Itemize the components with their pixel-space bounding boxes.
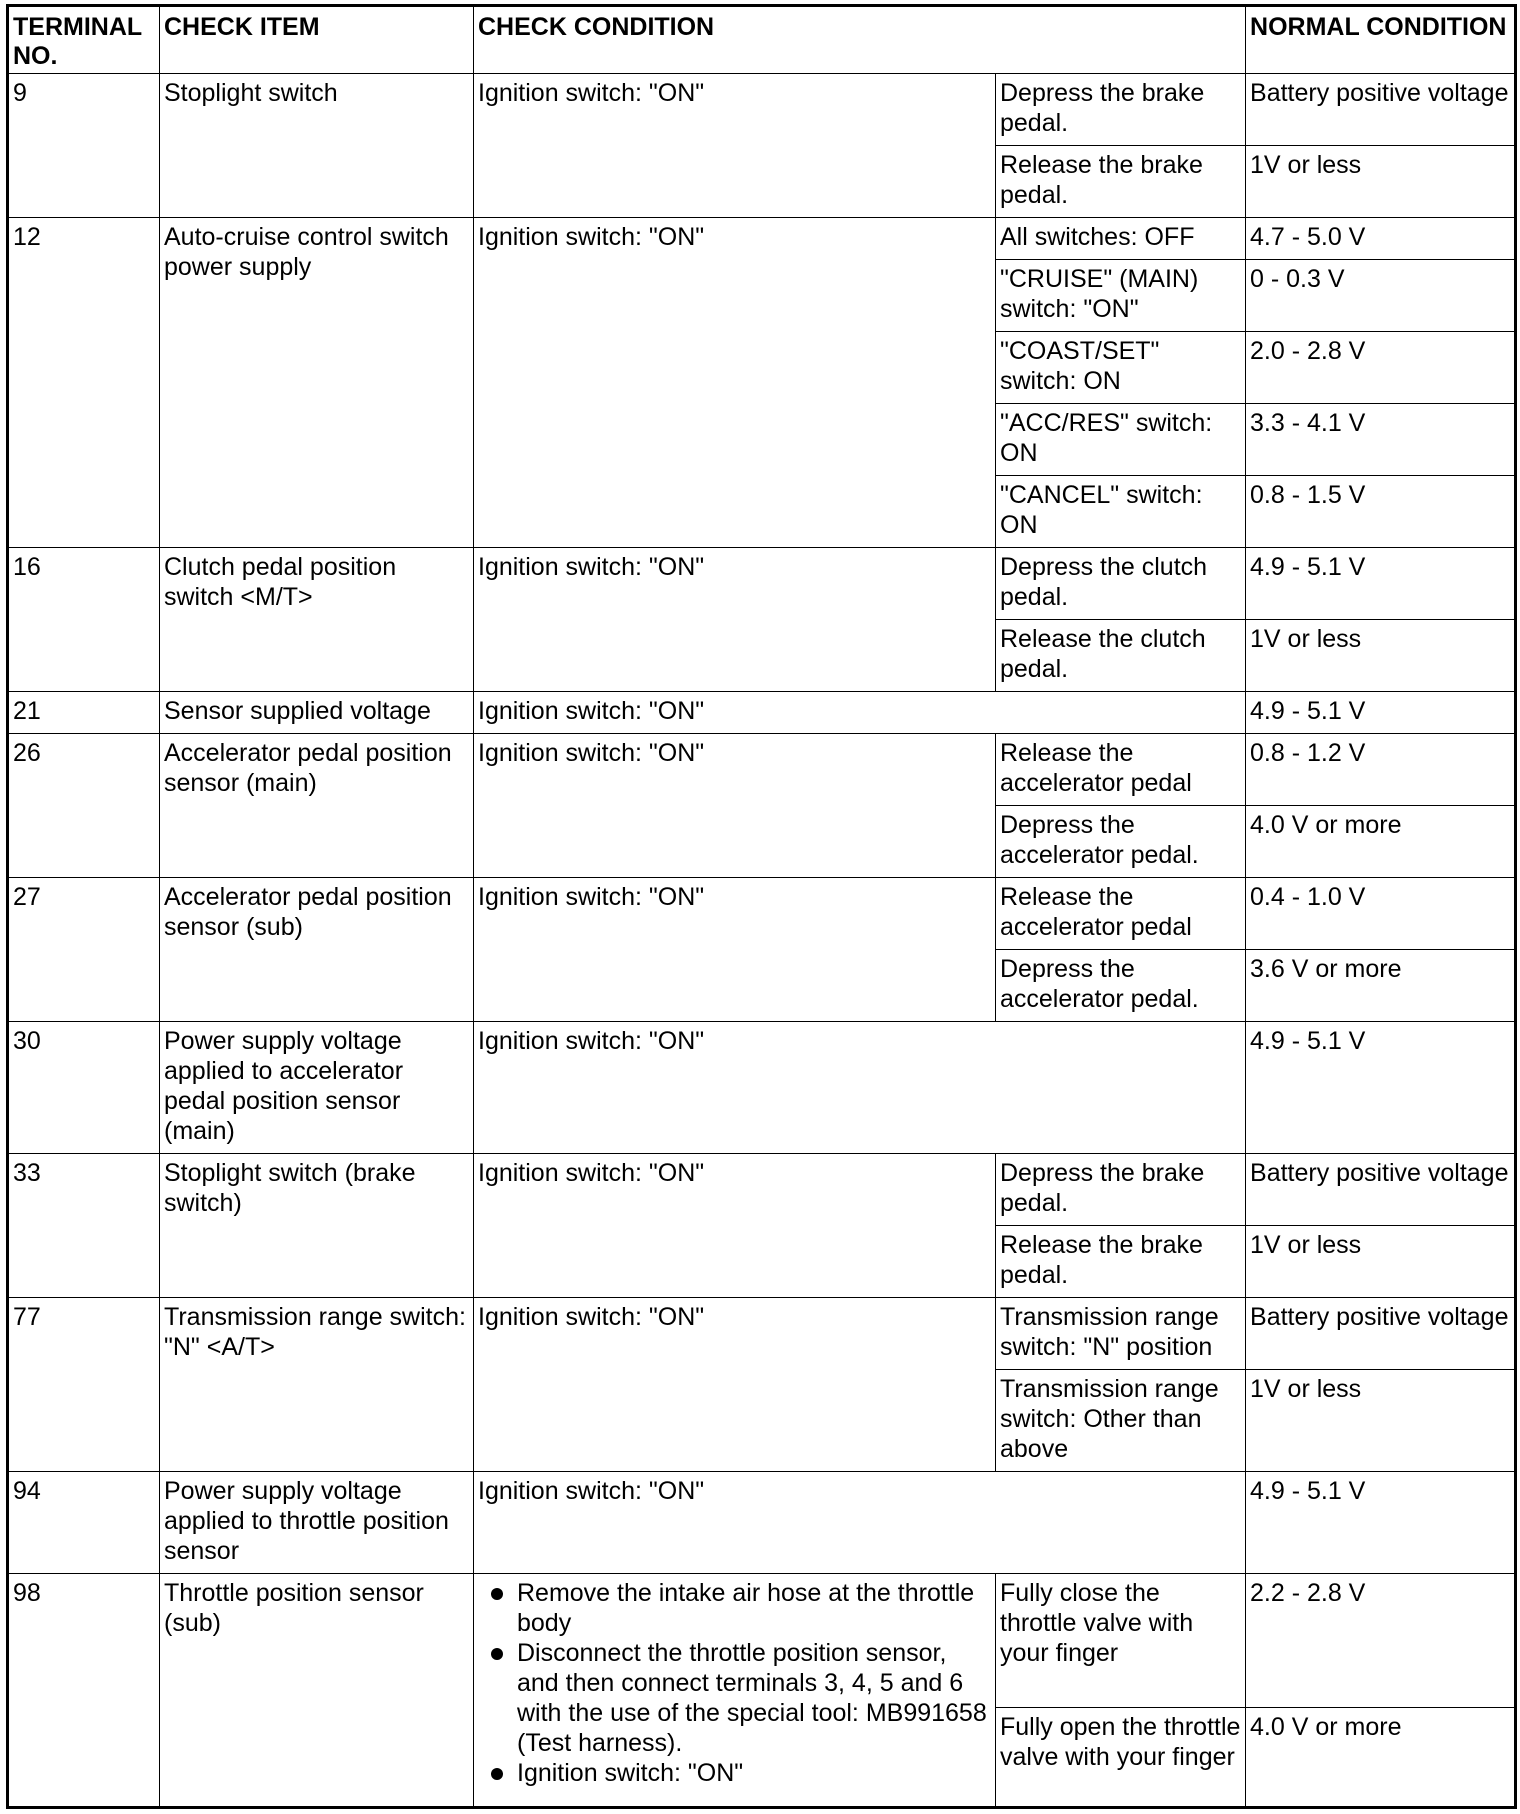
check-condition-cell: Ignition switch: "ON" (474, 548, 996, 692)
sub-condition-cell: Release the accelerator pedal (996, 878, 1246, 950)
header-normal-condition: NORMAL CONDITION (1246, 6, 1516, 74)
table-row (8, 548, 1516, 620)
normal-condition-cell: Battery positive voltage (1246, 1154, 1516, 1226)
check-condition-cell: Ignition switch: "ON" (474, 734, 996, 878)
sub-condition-cell: "CANCEL" switch: ON (996, 476, 1246, 548)
check-condition-cell: Ignition switch: "ON" (474, 218, 996, 548)
normal-condition-cell: 4.9 - 5.1 V (1246, 1472, 1516, 1574)
normal-condition-cell: 0.8 - 1.2 V (1246, 734, 1516, 806)
check-item-cell: Power supply voltage applied to throttle position sensor (160, 1472, 474, 1574)
normal-condition-cell: 0.8 - 1.5 V (1246, 476, 1516, 548)
header-terminal-no: TERMINAL NO. (8, 6, 160, 74)
terminal-cell: 26 (8, 734, 160, 878)
terminal-cell: 94 (8, 1472, 160, 1574)
check-item-cell: Accelerator pedal position sensor (main) (160, 734, 474, 878)
normal-condition-cell: Battery positive voltage (1246, 74, 1516, 146)
terminal-cell: 77 (8, 1298, 160, 1472)
normal-condition-cell: 0.4 - 1.0 V (1246, 878, 1516, 950)
sub-condition-cell: Depress the clutch pedal. (996, 548, 1246, 620)
sub-condition-cell: Release the brake pedal. (996, 1226, 1246, 1298)
terminal-cell: 33 (8, 1154, 160, 1298)
sub-condition-cell: Depress the brake pedal. (996, 74, 1246, 146)
check-item-cell: Stoplight switch (brake switch) (160, 1154, 474, 1298)
check-condition-cell: Ignition switch: "ON" (474, 692, 1246, 734)
normal-condition-cell: Battery positive voltage (1246, 1298, 1516, 1370)
inspection-table-sheet (6, 4, 1514, 1809)
terminal-cell: 16 (8, 548, 160, 692)
sub-condition-cell: Release the clutch pedal. (996, 620, 1246, 692)
check-condition-bullet-list (478, 1578, 991, 1788)
normal-condition-cell: 4.0 V or more (1246, 806, 1516, 878)
check-item-cell: Stoplight switch (160, 74, 474, 218)
terminal-check-table (6, 4, 1517, 1809)
normal-condition-cell: 4.7 - 5.0 V (1246, 218, 1516, 260)
terminal-cell: 30 (8, 1022, 160, 1154)
sub-condition-cell: Depress the accelerator pedal. (996, 806, 1246, 878)
check-item-cell: Clutch pedal position switch <M/T> (160, 548, 474, 692)
sub-condition-cell: "COAST/SET" switch: ON (996, 332, 1246, 404)
sub-condition-cell: Release the accelerator pedal (996, 734, 1246, 806)
sub-condition-cell: Depress the accelerator pedal. (996, 950, 1246, 1022)
table-row (8, 1022, 1516, 1154)
sub-condition-cell: Depress the brake pedal. (996, 1154, 1246, 1226)
terminal-cell: 27 (8, 878, 160, 1022)
header-row (8, 6, 1516, 74)
table-row (8, 1574, 1516, 1708)
check-condition-cell: Ignition switch: "ON" (474, 1298, 996, 1472)
terminal-cell: 98 (8, 1574, 160, 1808)
table-row (8, 1472, 1516, 1574)
normal-condition-cell: 1V or less (1246, 146, 1516, 218)
check-item-cell: Power supply voltage applied to accelerator pedal position sensor (main) (160, 1022, 474, 1154)
normal-condition-cell: 3.3 - 4.1 V (1246, 404, 1516, 476)
header-check-item: CHECK ITEM (160, 6, 474, 74)
check-condition-cell: Ignition switch: "ON" (474, 1154, 996, 1298)
normal-condition-cell: 3.6 V or more (1246, 950, 1516, 1022)
sub-condition-cell: Fully close the throttle valve with your finger (996, 1574, 1246, 1708)
table-row (8, 74, 1516, 146)
bullet-item: Ignition switch: "ON" (478, 1758, 991, 1788)
check-condition-cell (474, 1574, 996, 1808)
normal-condition-cell: 1V or less (1246, 1226, 1516, 1298)
terminal-cell: 21 (8, 692, 160, 734)
normal-condition-cell: 0 - 0.3 V (1246, 260, 1516, 332)
table-row (8, 218, 1516, 260)
sub-condition-cell: "CRUISE" (MAIN) switch: "ON" (996, 260, 1246, 332)
header-check-condition: CHECK CONDITION (474, 6, 1246, 74)
normal-condition-cell: 2.0 - 2.8 V (1246, 332, 1516, 404)
table-row (8, 1154, 1516, 1226)
normal-condition-cell: 1V or less (1246, 1370, 1516, 1472)
check-condition-cell: Ignition switch: "ON" (474, 1022, 1246, 1154)
check-condition-cell: Ignition switch: "ON" (474, 878, 996, 1022)
normal-condition-cell: 4.9 - 5.1 V (1246, 1022, 1516, 1154)
sub-condition-cell: Transmission range switch: Other than above (996, 1370, 1246, 1472)
sub-condition-cell: "ACC/RES" switch: ON (996, 404, 1246, 476)
normal-condition-cell: 4.9 - 5.1 V (1246, 548, 1516, 620)
check-item-cell: Transmission range switch: "N" <A/T> (160, 1298, 474, 1472)
sub-condition-cell: Fully open the throttle valve with your finger (996, 1708, 1246, 1808)
normal-condition-cell: 1V or less (1246, 620, 1516, 692)
table-row (8, 1298, 1516, 1370)
check-item-cell: Accelerator pedal position sensor (sub) (160, 878, 474, 1022)
bullet-item: Remove the intake air hose at the throttle body (478, 1578, 991, 1638)
sub-condition-cell: All switches: OFF (996, 218, 1246, 260)
check-item-cell: Sensor supplied voltage (160, 692, 474, 734)
sub-condition-cell: Transmission range switch: "N" position (996, 1298, 1246, 1370)
check-condition-cell: Ignition switch: "ON" (474, 74, 996, 218)
bullet-item: Disconnect the throttle position sensor, and then connect terminals 3, 4, 5 and 6 with the use of the special tool: MB991658 (Test harness). (478, 1638, 991, 1758)
table-row (8, 878, 1516, 950)
terminal-cell: 9 (8, 74, 160, 218)
sub-condition-cell: Release the brake pedal. (996, 146, 1246, 218)
terminal-cell: 12 (8, 218, 160, 548)
check-condition-cell: Ignition switch: "ON" (474, 1472, 1246, 1574)
check-item-cell: Throttle position sensor (sub) (160, 1574, 474, 1808)
normal-condition-cell: 4.0 V or more (1246, 1708, 1516, 1808)
normal-condition-cell: 2.2 - 2.8 V (1246, 1574, 1516, 1708)
table-row (8, 692, 1516, 734)
check-item-cell: Auto-cruise control switch power supply (160, 218, 474, 548)
normal-condition-cell: 4.9 - 5.1 V (1246, 692, 1516, 734)
table-row (8, 734, 1516, 806)
